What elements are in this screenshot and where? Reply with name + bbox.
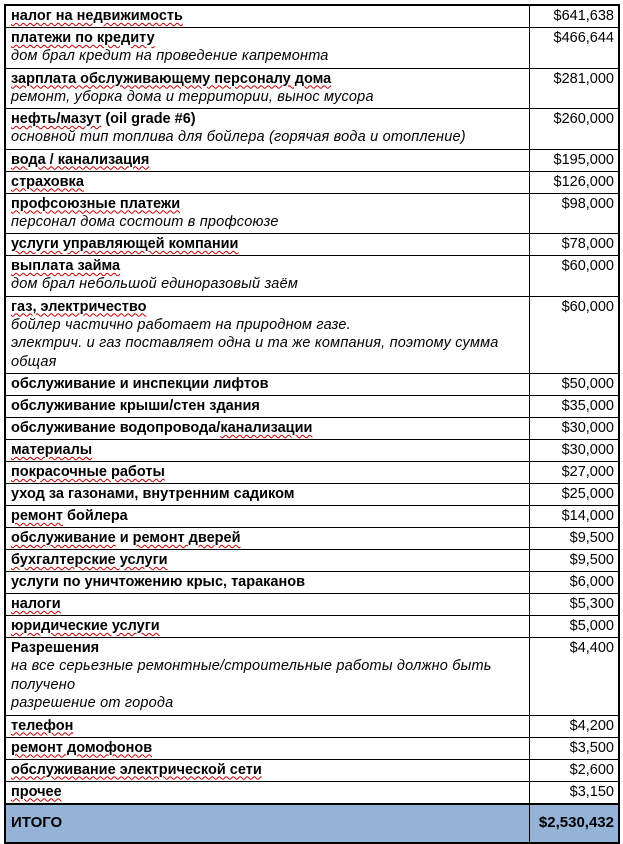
expense-name-misspelled-segment: юридические услуги bbox=[11, 618, 160, 634]
expense-name-cell bbox=[5, 484, 529, 506]
expense-amount-cell: $50,000 bbox=[529, 374, 619, 396]
expense-name-cell bbox=[5, 759, 529, 781]
expense-name-misspelled-segment: ремонт дверей bbox=[132, 530, 241, 546]
expense-amount-cell: $98,000 bbox=[529, 193, 619, 234]
expense-name-cell bbox=[5, 737, 529, 759]
expense-amount-cell: $3,150 bbox=[529, 781, 619, 804]
expense-name-misspelled-segment: прочее bbox=[11, 783, 62, 800]
expense-name-misspelled-segment: обслуживание bbox=[11, 530, 116, 546]
expense-description: дом брал небольшой единоразовый заём bbox=[11, 276, 298, 292]
expense-name-segment: (oil grade #6) bbox=[101, 111, 196, 127]
expense-name-cell bbox=[5, 396, 529, 418]
expense-name-segment: ИТОГО bbox=[11, 813, 63, 831]
expense-amount-cell: $60,000 bbox=[529, 256, 619, 297]
expense-amount-cell: $5,000 bbox=[529, 616, 619, 638]
expense-name-segment: обслуживание и инспекции лифтов bbox=[11, 376, 269, 392]
expense-name-cell bbox=[5, 256, 529, 297]
table-row bbox=[5, 616, 619, 638]
expense-name-misspelled-segment: вода / канализация bbox=[11, 151, 150, 168]
expense-amount-cell: $5,300 bbox=[529, 594, 619, 616]
expense-name-cell bbox=[5, 68, 529, 109]
expense-amount-cell: $2,600 bbox=[529, 759, 619, 781]
expense-amount-cell: $281,000 bbox=[529, 68, 619, 109]
expense-name-misspelled-segment: ремонт домофонов bbox=[11, 739, 153, 756]
expense-amount-cell: $641,638 bbox=[529, 5, 619, 28]
expense-name-misspelled-segment: ремонт bbox=[11, 508, 63, 524]
expense-name-misspelled-segment: страховка bbox=[11, 173, 84, 190]
expense-name-cell bbox=[5, 781, 529, 804]
expense-description: персонал дома состоит в профсоюзе bbox=[11, 213, 279, 230]
expense-name-cell bbox=[5, 462, 529, 484]
expense-name-cell bbox=[5, 440, 529, 462]
expense-name-cell bbox=[5, 616, 529, 638]
expense-amount-cell: $35,000 bbox=[529, 396, 619, 418]
total-amount-cell: $2,530,432 bbox=[529, 804, 619, 843]
table-row bbox=[5, 396, 619, 418]
table-row bbox=[5, 594, 619, 616]
table-row bbox=[5, 256, 619, 297]
expense-name-cell bbox=[5, 374, 529, 396]
expense-name-misspelled-segment: налог на недвижимость bbox=[11, 8, 183, 24]
expense-name-cell bbox=[5, 5, 529, 28]
expense-amount-cell: $4,200 bbox=[529, 715, 619, 737]
expense-name-cell bbox=[5, 715, 529, 737]
table-row bbox=[5, 528, 619, 550]
table-row bbox=[5, 737, 619, 759]
expense-name-misspelled-segment: нефть/мазут bbox=[11, 111, 102, 127]
expense-amount-cell: $27,000 bbox=[529, 462, 619, 484]
expense-name-misspelled-segment: налоги bbox=[11, 596, 61, 612]
expense-amount-cell: $14,000 bbox=[529, 506, 619, 528]
expense-name-cell bbox=[5, 234, 529, 256]
total-row bbox=[5, 804, 619, 843]
expense-description: основной тип топлива для бойлера (горячая вода и отопление) bbox=[11, 129, 466, 145]
table-row bbox=[5, 5, 619, 28]
expense-name-misspelled-segment: материалы bbox=[11, 442, 93, 458]
expense-description: дом брал кредит на проведение капремонта bbox=[11, 48, 329, 64]
expense-name-misspelled-segment: газ, электричество bbox=[11, 298, 147, 315]
expense-description: на все серьезные ремонтные/строительные работы должно быть получено bbox=[11, 658, 492, 693]
table-row bbox=[5, 296, 619, 374]
expense-name-segment: обслуживание крыши/стен здания bbox=[11, 398, 260, 414]
expense-name-segment: обслуживание водопровода/ bbox=[11, 420, 221, 436]
expense-description: ремонт, уборка дома и территории, вынос мусора bbox=[11, 88, 374, 105]
table-row bbox=[5, 506, 619, 528]
expense-name-cell bbox=[5, 171, 529, 193]
expense-name-misspelled-segment: услуги управляющей компании bbox=[11, 236, 239, 252]
expense-amount-cell: $30,000 bbox=[529, 418, 619, 440]
expense-amount-cell: $260,000 bbox=[529, 109, 619, 150]
table-row bbox=[5, 68, 619, 109]
table-row bbox=[5, 638, 619, 716]
expense-amount-cell: $3,500 bbox=[529, 737, 619, 759]
table-row bbox=[5, 484, 619, 506]
table-row bbox=[5, 374, 619, 396]
expense-amount-cell: $60,000 bbox=[529, 296, 619, 374]
expenses-table-container bbox=[4, 4, 618, 844]
expense-name-cell bbox=[5, 109, 529, 150]
expense-description: бойлер частично работает на природном газе. bbox=[11, 316, 351, 333]
table-row bbox=[5, 418, 619, 440]
expense-name-misspelled-segment: обслуживание электрической сети bbox=[11, 761, 262, 778]
expense-name-misspelled-segment: канализации bbox=[220, 420, 313, 436]
expense-name-misspelled-segment: выплата займа bbox=[11, 258, 121, 274]
expense-description: электрич. и газ поставляет одна и та же компания, поэтому сумма общая bbox=[11, 335, 499, 370]
expense-amount-cell: $78,000 bbox=[529, 234, 619, 256]
expenses-table bbox=[4, 4, 620, 844]
expense-amount-cell: $25,000 bbox=[529, 484, 619, 506]
expense-name-cell bbox=[5, 296, 529, 374]
expense-amount-cell: $4,400 bbox=[529, 638, 619, 716]
expense-name-misspelled-segment: бухгалтерские услуги bbox=[11, 552, 168, 568]
expense-name-misspelled-segment: телефон bbox=[11, 717, 74, 734]
table-row bbox=[5, 715, 619, 737]
expense-description: разрешение от города bbox=[11, 695, 174, 711]
expenses-table-body bbox=[5, 5, 619, 843]
table-row bbox=[5, 781, 619, 804]
table-row bbox=[5, 193, 619, 234]
table-row bbox=[5, 550, 619, 572]
expense-name-misspelled-segment: профсоюзные платежи bbox=[11, 195, 181, 212]
expense-name-misspelled-segment: зарплата обслуживающему персоналу дома bbox=[11, 70, 332, 87]
expense-name-segment: уход за газонами, внутренним садиком bbox=[11, 486, 295, 502]
table-row bbox=[5, 171, 619, 193]
table-row bbox=[5, 109, 619, 150]
expense-amount-cell: $126,000 bbox=[529, 171, 619, 193]
expense-amount-cell: $195,000 bbox=[529, 149, 619, 171]
expense-name-cell bbox=[5, 28, 529, 69]
total-label-cell bbox=[5, 804, 529, 843]
table-row bbox=[5, 759, 619, 781]
table-row bbox=[5, 440, 619, 462]
expense-name-misspelled-segment: платежи по кредиту bbox=[11, 30, 155, 46]
expense-amount-cell: $9,500 bbox=[529, 550, 619, 572]
expense-name-cell bbox=[5, 572, 529, 594]
expense-amount-cell: $9,500 bbox=[529, 528, 619, 550]
expense-name-cell bbox=[5, 594, 529, 616]
expense-name-cell bbox=[5, 149, 529, 171]
expense-name-cell bbox=[5, 193, 529, 234]
table-row bbox=[5, 234, 619, 256]
expense-amount-cell: $30,000 bbox=[529, 440, 619, 462]
table-row bbox=[5, 462, 619, 484]
expense-name-segment: услуги по уничтожению крыс, тараканов bbox=[11, 574, 306, 590]
expense-name-cell bbox=[5, 418, 529, 440]
expense-name-segment: и bbox=[115, 530, 133, 546]
expense-name-cell bbox=[5, 528, 529, 550]
table-row bbox=[5, 149, 619, 171]
expense-amount-cell: $6,000 bbox=[529, 572, 619, 594]
expense-name-cell bbox=[5, 550, 529, 572]
expense-amount-cell: $466,644 bbox=[529, 28, 619, 69]
expense-name-segment: Разрешения bbox=[11, 640, 100, 656]
table-row bbox=[5, 572, 619, 594]
expense-name-misspelled-segment: покрасочные работы bbox=[11, 464, 165, 480]
expense-name-cell bbox=[5, 506, 529, 528]
table-row bbox=[5, 28, 619, 69]
expense-name-cell bbox=[5, 638, 529, 716]
expense-name-segment: бойлера bbox=[62, 508, 128, 524]
